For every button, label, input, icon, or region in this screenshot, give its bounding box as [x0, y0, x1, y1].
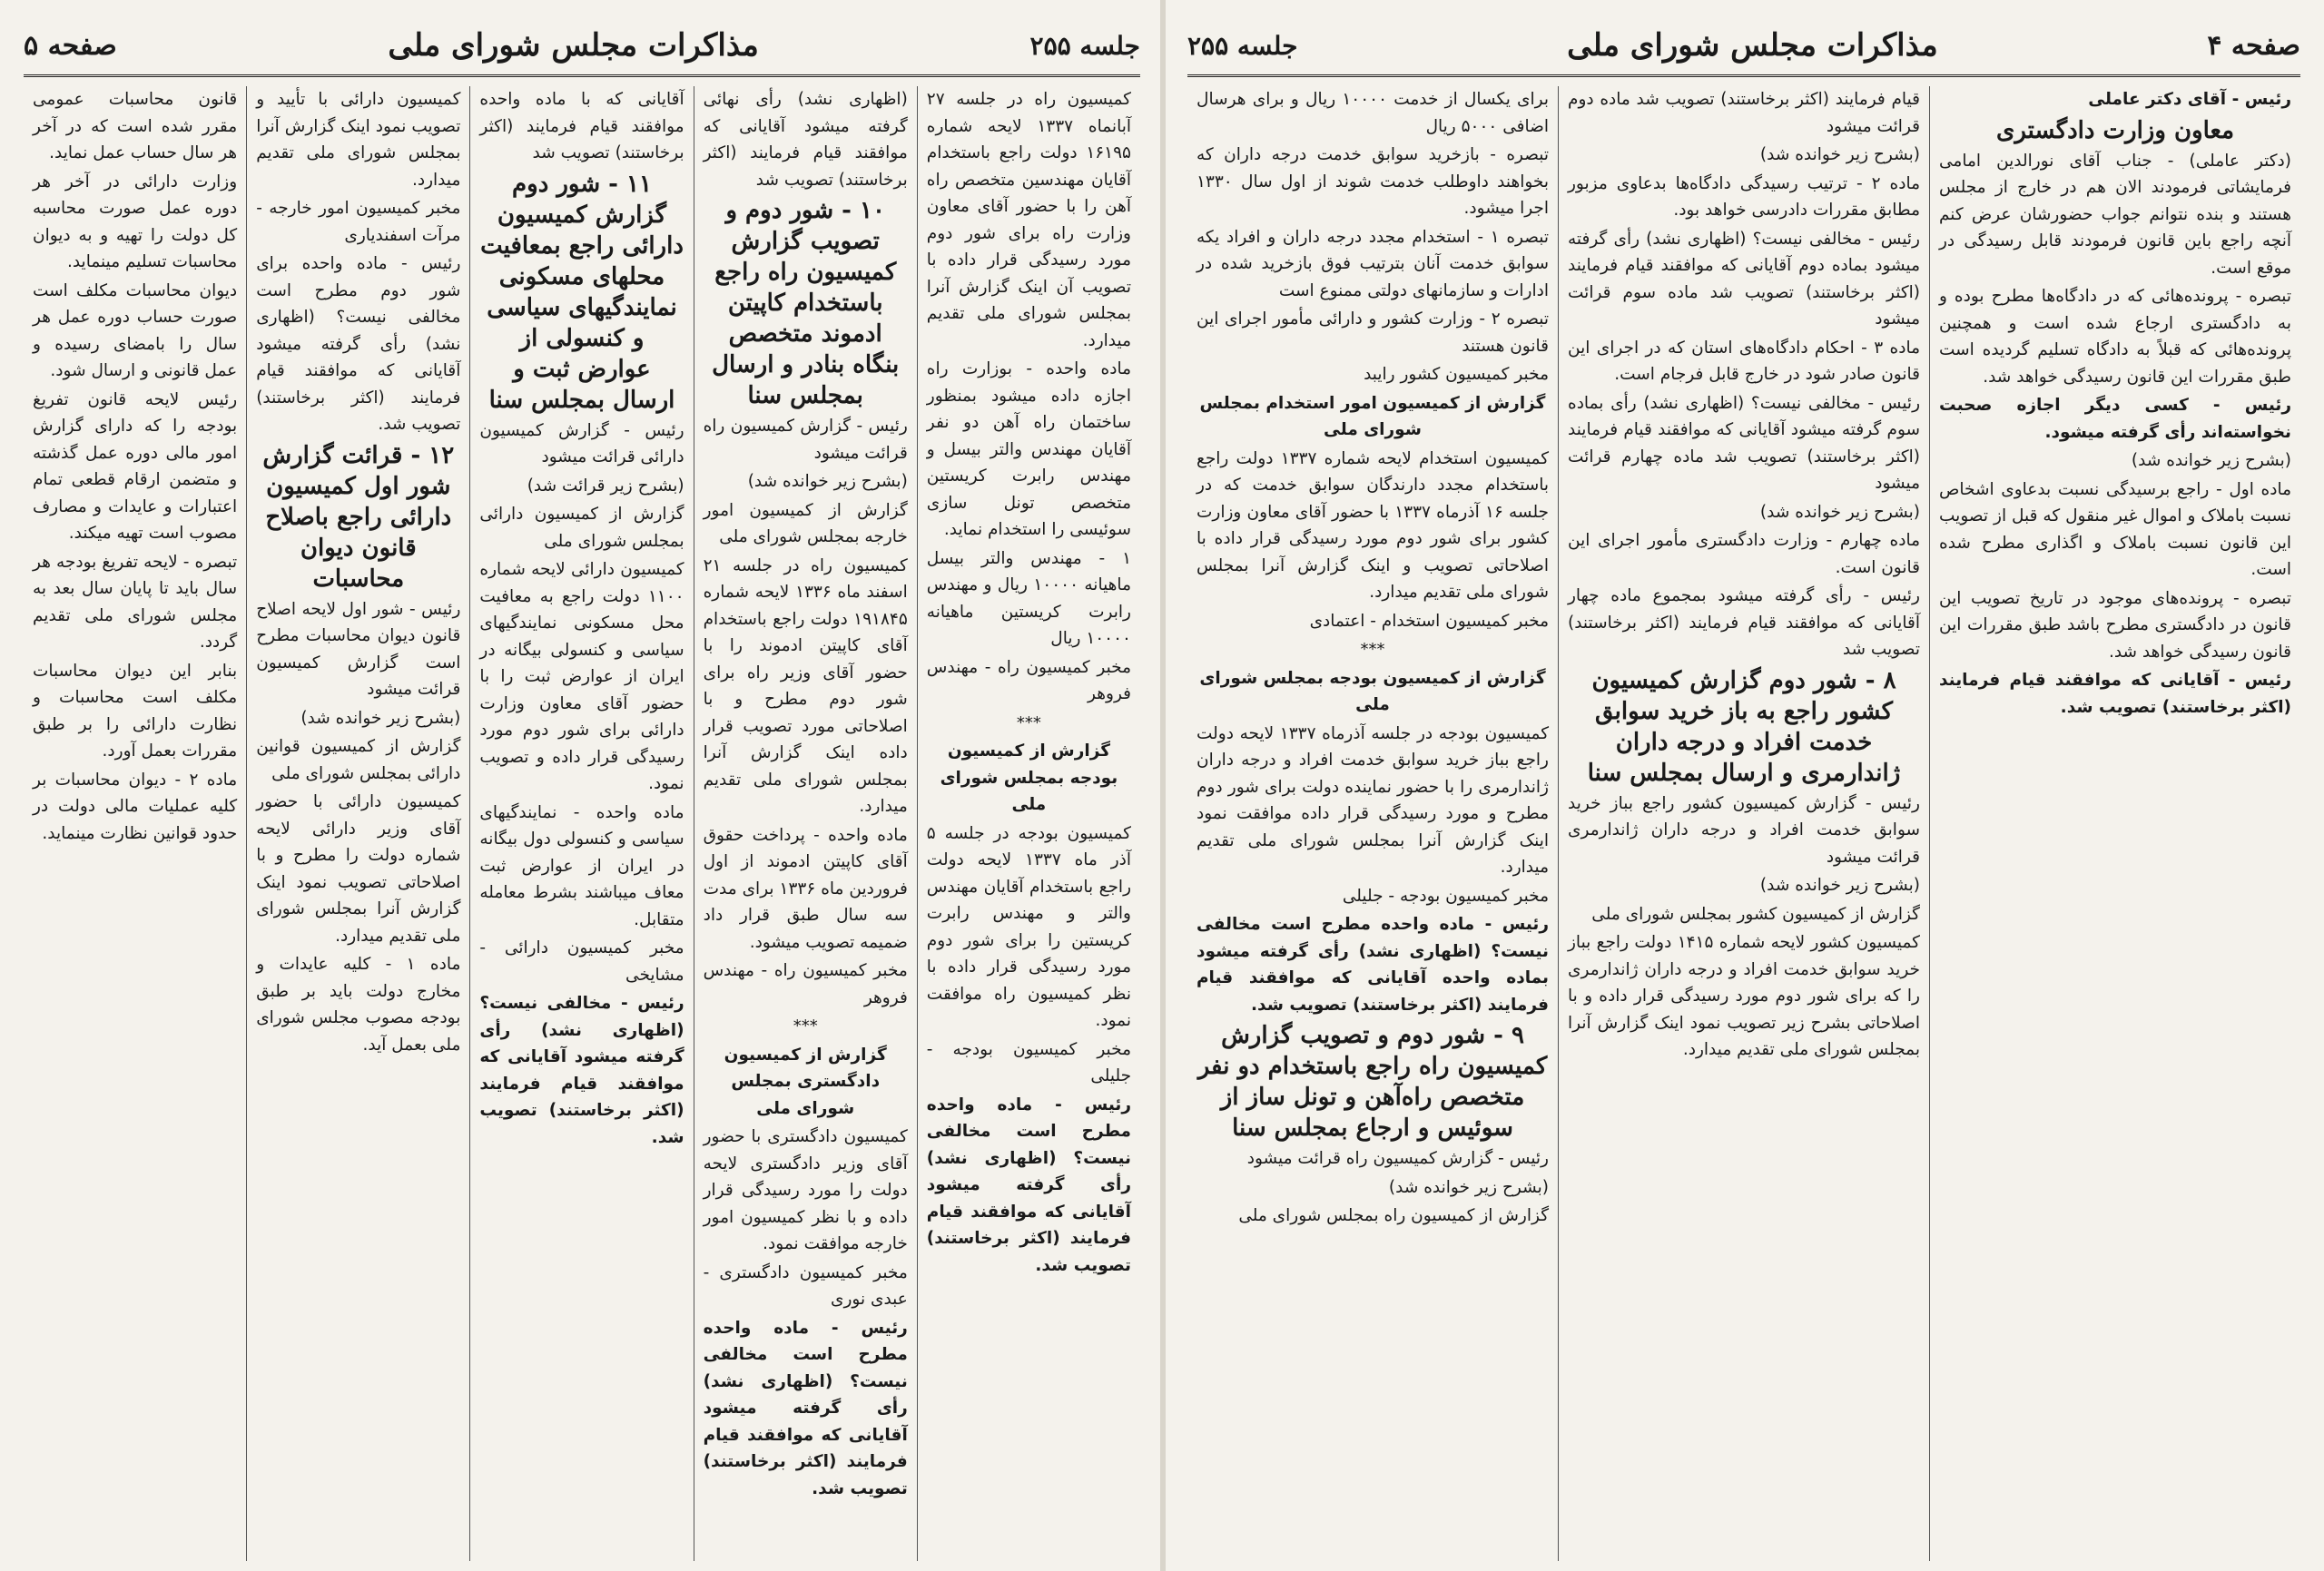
- paragraph: (بشرح زیر خوانده شد): [747, 472, 908, 491]
- paragraph: مخبر کمیسیون راه - مهندس فروهر: [703, 961, 908, 1007]
- paragraph: رئیس - مخالفی نیست؟ (اظهاری نشد) رأی بماده سوم گرفته میشود آقایانی که موافقند قیام فرمایند (اکثر برخاستند) تصویب شد ماده چهارم قرائت میشود: [1568, 393, 1920, 493]
- paragraph: کمیسیون بودجه در جلسه ۵ آذر ماه ۱۳۳۷ لایحه دولت راجع باستخدام آقایان مهندس والتر و مهندس رابرت کریستین را برای شور دوم مورد رسیدگی قرار داده با نظر کمیسیون راه موافقت نمود.: [926, 823, 1131, 1030]
- column: [1558, 86, 1929, 1561]
- column: [469, 86, 693, 1561]
- paragraph: گزارش از کمیسیون دارائی بمجلس شورای ملی: [479, 505, 684, 551]
- page-title: مذاکرات مجلس شورای ملی: [1567, 27, 1938, 64]
- report-title: گزارش از کمیسیون بودجه بمجلس شورای ملی: [940, 741, 1118, 814]
- paragraph: رئیس - رأی گرفته میشود بمجموع ماده چهار آقایانی که موافقند قیام فرمایند (اکثر برخاستند) تصویب شد: [1568, 586, 1920, 659]
- paragraph: مخبر کمیسیون بودجه - جلیلی: [1342, 886, 1549, 906]
- paragraph: ماده واحده - پرداخت حقوق آقای کاپیتن ادموند از اول فروردین ماه ۱۳۳۶ برای مدت سه سال طبق قرار داد ضمیمه تصویب میشود.: [703, 825, 908, 952]
- paragraph: کمیسیون راه در جلسه ۲۷ آبانماه ۱۳۳۷ لایحه شماره ۱۶۱۹۵ دولت راجع باستخدام آقایان مهندسین متخصص راه آهن را با حضور آقای معاون وزارت راه برای شور دوم مورد رسیدگی قرار داده با تصویب آن اینک گزارش آنرا بمجلس شورای ملی تقدیم میدارد.: [926, 90, 1132, 350]
- paragraph: (دکتر عاملی) - جناب آقای نورالدین امامی فرمایشاتی فرمودند الان هم در خارج از مجلس هستند و بنده نتوانم جواب حضورشان عرض کنم آنچه راجع باین قانون فرمودند قابل رسیدگی در موقع است.: [1939, 151, 2291, 278]
- paragraph: مخبر کمیسیون امور خارجه - مرآت اسفندیاری: [256, 199, 461, 245]
- paragraph: کمیسیون راه در جلسه ۲۱ اسفند ماه ۱۳۳۶ لایحه شماره ۱۹۱۸۴۵ دولت راجع باستخدام آقای کاپیتن ادموند را با حضور آقای وزیر راه برای شور دوم مطرح و با اصلاحاتی مورد تصویب قرار داده اینک گزارش آنرا بمجلس شورای ملی تقدیم میدارد.: [703, 555, 908, 816]
- paragraph: رئیس - گزارش کمیسیون راه قرائت میشود: [1246, 1149, 1549, 1168]
- paragraph: (بشرح زیر خوانده شد): [300, 708, 461, 728]
- speaker-paragraph: رئیس - ماده واحده مطرح است مخالفی نیست؟ (اظهاری نشد) رأی گرفته میشود بماده واحده آقایانی که موافقند قیام فرمایند (اکثر برخاستند) تصویب شد.: [1196, 915, 1549, 1015]
- paragraph: تبصره - بازخرید سوابق خدمت درجه داران که بخواهند داوطلب خدمت شوند از اول سال ۱۳۳۰ اجرا میشود.: [1196, 145, 1549, 218]
- paragraph: کمیسیون دادگستری با حضور آقای وزیر دادگستری لایحه دولت را مورد رسیدگی قرار داده و با نظر کمیسیون امور خارجه موافقت نمود.: [703, 1127, 908, 1253]
- right-page: [1164, 0, 2324, 1571]
- paragraph: کمیسیون استخدام لایحه شماره ۱۳۳۷ دولت راجع باستخدام مجدد دارندگان سوابق خدمت که در جلسه ۱۶ آذرماه ۱۳۳۷ با حضور آقای معاون وزارت کشور برای شور دوم مورد رسیدگی قرار داده با اصلاحاتی تصویب و اینک گزارش آنرا بمجلس شورای ملی تقدیم میدارد.: [1196, 448, 1549, 602]
- paragraph: ماده ۳ - احکام دادگاه‌های استان که در اجرای این قانون صادر شود در خارج قابل فرجام است.: [1568, 338, 1920, 384]
- paragraph: گزارش از کمیسیون امور خارجه بمجلس شورای ملی: [703, 500, 908, 546]
- page-number: صفحه ۵: [24, 29, 117, 62]
- column: [1929, 86, 2300, 1561]
- speaker-paragraph: رئیس - کسی دیگر اجازه صحبت نخواسته‌اند رأی گرفته میشود.: [1939, 396, 2291, 442]
- speaker-paragraph: رئیس - ماده واحده مطرح است مخالفی نیست؟ (اظهاری نشد) رأی گرفته میشود آقایانی که موافقند قیام فرمایند (اکثر برخاستند) تصویب شد.: [926, 1095, 1131, 1275]
- right-page-columns: [1187, 86, 2300, 1561]
- paragraph: تبصره - لایحه تفریغ بودجه هر سال باید تا پایان سال بعد به مجلس شورای ملی تقدیم گردد.: [32, 552, 238, 652]
- session-number: جلسه ۲۵۵: [1029, 30, 1140, 61]
- paragraph: گزارش از کمیسیون قوانین دارائی بمجلس شورای ملی: [256, 737, 461, 783]
- paragraph: (اظهاری نشد) رأی نهائی گرفته میشود آقایانی که موافقند قیام فرمایند (اکثر برخاستند) تصویب شد: [703, 90, 908, 190]
- paragraph: کمیسیون دارائی با حضور آقای وزیر دارائی لایحه شماره دولت را مطرح و با اصلاحاتی تصویب نمود اینک گزارش آنرا بمجلس شورای ملی تقدیم میدارد.: [256, 792, 461, 946]
- report-title: گزارش از کمیسیون امور استخدام بمجلس شورای ملی: [1199, 393, 1546, 439]
- paragraph: ماده ۱ - کلیه عایدات و مخارج دولت باید بر طبق بودجه مصوب مجلس شورای ملی بعمل آید.: [256, 955, 461, 1055]
- paragraph: رئیس - گزارش کمیسیون کشور راجع بباز خرید سوابق خدمت افراد و درجه داران ژاندارمری قرائت میشود: [1568, 793, 1920, 867]
- separator-stars: ***: [793, 1016, 818, 1036]
- paragraph: رئیس - گزارش کمیسیون راه قرائت میشود: [703, 417, 908, 463]
- section-heading: ۸ - شور دوم گزارش کمیسیون کشور راجع به باز خرید سوابق خدمت افراد و درجه داران ژاندارمری و ارسال بمجلس سنا: [1587, 666, 1901, 787]
- column: [24, 86, 246, 1561]
- paragraph: (بشرح زیر خوانده شد): [1759, 502, 1920, 522]
- paragraph: مخبر کمیسیون دارائی - مشایخی: [479, 938, 684, 985]
- column: [246, 86, 469, 1561]
- report-title: گزارش از کمیسیون دادگستری بمجلس شورای ملی: [724, 1045, 887, 1118]
- section-heading: ۱۲ - قرائت گزارش شور اول کمیسیون دارائی راجع باصلاح قانون دیوان محاسبات: [262, 441, 455, 593]
- paragraph: مخبر کمیسیون راه - مهندس فروهر: [926, 657, 1131, 703]
- page-title: مذاکرات مجلس شورای ملی: [388, 27, 759, 64]
- session-number: جلسه ۲۵۵: [1187, 30, 1298, 61]
- paragraph: مخبر کمیسیون کشور رایبد: [1364, 365, 1549, 384]
- paragraph: ماده اول - راجع برسیدگی نسبت بدعاوی اشخاص نسبت باملاک و اموال غیر منقول که قبل از تصویب این قانون نسبت باملاک و اگذاری مطرح شده است.: [1939, 479, 2291, 579]
- paragraph: تبصره - پرونده‌هائی که در دادگاه‌ها مطرح بوده و به دادگستری ارجاع شده است و همچنین پرونده‌هائی که قبلاً به دادگاه تسلیم گردیده است طبق مقررات این قانون رسیدگی خواهد شد.: [1939, 287, 2291, 387]
- paragraph: گزارش از کمیسیون راه بمجلس شورای ملی: [1238, 1206, 1549, 1225]
- paragraph: رئیس لایحه قانون تفریغ بودجه را که دارای گزارش امور مالی دوره عمل گذشته و متضمن ارقام قطعی تمام اعتبارات و عایدات و مصارف مصوب است تهیه میکند.: [32, 389, 238, 543]
- paragraph: ماده ۲ - دیوان محاسبات بر کلیه عملیات مالی دولت در حدود قوانین نظارت مینماید.: [32, 770, 238, 843]
- paragraph: برای یکسال از خدمت ۱۰۰۰۰ ریال و برای هرسال اضافی ۵۰۰۰ ریال: [1196, 90, 1549, 136]
- paragraph: رئیس - مخالفی نیست؟ (اظهاری نشد) رأی گرفته میشود بماده دوم آقایانی که موافقند قیام فرمایند (اکثر برخاستند) تصویب شد ماده سوم قرائت میشود: [1568, 229, 1920, 329]
- paragraph: گزارش از کمیسیون کشور بمجلس شورای ملی: [1591, 904, 1920, 924]
- paragraph: (بشرح زیر خوانده شد): [2131, 451, 2291, 470]
- paragraph: ماده چهارم - وزارت دادگستری مأمور اجرای این قانون است.: [1568, 531, 1920, 577]
- paragraph: ۱ - مهندس والتر بیسل ماهیانه ۱۰۰۰۰ ریال و مهندس رابرت کریستین ماهیانه ۱۰۰۰۰ ریال: [926, 548, 1131, 648]
- paragraph: آقایانی که با ماده واحده موافقند قیام فرمایند (اکثر برخاستند) تصویب شد: [479, 90, 684, 162]
- speaker-paragraph: رئیس - آقای دکتر عاملی: [2088, 90, 2291, 109]
- paragraph: بنابر این دیوان محاسبات مکلف است محاسبات و نظارت دارائی را بر طبق مقررات بعمل آورد.: [32, 661, 238, 761]
- separator-stars: ***: [1360, 640, 1385, 659]
- section-heading: ۱۰ - شور دوم و تصویب گزارش کمیسیون راه راجع باستخدام کاپیتن ادموند متخصص بنگاه بنادر و ارسال بمجلس سنا: [712, 197, 900, 409]
- paragraph: تبصره - پرونده‌های موجود در تاریخ تصویب این قانون در دادگستری مطرح باشد طبق مقررات این قانون رسیدگی خواهد شد.: [1939, 588, 2291, 662]
- paragraph: کمیسیون دارائی با تأیید و تصویب نمود اینک گزارش آنرا بمجلس شورای ملی تقدیم میدارد.: [256, 90, 461, 190]
- paragraph: قیام فرمایند (اکثر برخاستند) تصویب شد ماده دوم قرائت میشود: [1568, 90, 1920, 136]
- paragraph: (بشرح زیر خوانده شد): [1759, 145, 1920, 164]
- speaker-paragraph: رئیس - ماده واحده مطرح است مخالفی نیست؟ (اظهاری نشد) رأی گرفته میشود آقایانی که موافقند قیام فرمایند (اکثر برخاستند) تصویب شد.: [703, 1318, 908, 1498]
- separator-stars: ***: [1016, 712, 1041, 732]
- paragraph: (بشرح زیر خوانده شد): [1759, 876, 1920, 895]
- paragraph: تبصره ۱ - استخدام مجدد درجه داران و افراد یکه سوابق خدمت آنان بترتیب فوق بازخرید شده در ادارات و سازمانهای دولتی ممنوع است: [1196, 227, 1550, 300]
- paragraph: مخبر کمیسیون استخدام - اعتمادی: [1309, 611, 1549, 631]
- left-page-columns: [24, 86, 1140, 1561]
- section-heading: ۱۱ - شور دوم گزارش کمیسیون دارائی راجع بمعافیت محلهای مسکونی نمایندگیهای سیاسی و کنسولی از عوارض ثبت و ارسال بمجلس سنا: [480, 170, 684, 414]
- section-heading: معاون وزارت دادگستری: [1995, 116, 2234, 144]
- column: [1187, 86, 1558, 1561]
- column: [694, 86, 917, 1561]
- report-title: گزارش از کمیسیون بودجه بمجلس شورای ملی: [1199, 668, 1546, 714]
- left-page-header: [24, 16, 1140, 77]
- section-heading: ۹ - شور دوم و تصویب گزارش کمیسیون راه راجع باستخدام دو نفر متخصص راه‌آهن و تونل ساز از سوئیس و ارجاع بمجلس سنا: [1197, 1022, 1548, 1142]
- page-number: صفحه ۴: [2207, 29, 2300, 62]
- paragraph: کمیسیون دارائی لایحه شماره ۱۱۰۰ دولت راجع به معافیت محل مسکونی نمایندگیهای سیاسی و کنسولی بیگانه در ایران از عوارض ثبت را با حضور آقای معاون وزارت دارائی برای شور دوم مورد رسیدگی قرار داده و تصویب نمود.: [479, 560, 684, 793]
- column: [917, 86, 1140, 1561]
- speaker-paragraph: رئیس - مخالفی نیست؟ (اظهاری نشد) رأی گرفته میشود آقایانی که موافقند قیام فرمایند (اکثر برخاستند) تصویب شد.: [479, 994, 684, 1147]
- paragraph: (بشرح زیر خوانده شد): [1388, 1177, 1549, 1197]
- paragraph: (بشرح زیر قرائت شد): [527, 476, 684, 496]
- paragraph: ماده ۲ - ترتیب رسیدگی دادگاه‌ها بدعاوی مزبور مطابق مقررات دادرسی خواهد بود.: [1568, 173, 1921, 220]
- paragraph: ماده واحده - نمایندگیهای سیاسی و کنسولی دول بیگانه در ایران از عوارض ثبت معاف میباشند بشرط معامله متقابل.: [479, 802, 684, 929]
- paragraph: قانون محاسبات عمومی مقرر شده است که در آخر هر سال حساب عمل نماید.: [32, 90, 238, 162]
- speaker-paragraph: رئیس - آقایانی که موافقند قیام فرمایند (اکثر برخاستند) تصویب شد.: [1939, 671, 2291, 717]
- paragraph: رئیس - گزارش کمیسیون دارائی قرائت میشود: [479, 420, 684, 466]
- paragraph: تبصره ۲ - وزارت کشور و دارائی مأمور اجرای این قانون هستند: [1196, 309, 1549, 356]
- paragraph: ماده واحده - بوزارت راه اجازه داده میشود بمنظور ساختمان راه آهن دو نفر آقایان مهندس والتر بیسل و مهندس رابرت کریستین متخصص تونل سازی سوئیسی را استخدام نماید.: [926, 359, 1131, 539]
- right-page-header: [1187, 16, 2300, 77]
- paragraph: کمیسیون کشور لایحه شماره ۱۴۱۵ دولت راجع بباز خرید سوابق خدمت افراد و درجه داران ژاندارمری را که برای شور دوم مورد رسیدگی قرار داده و با اصلاحاتی بشرح زیر تصویب نمود اینک گزارش آنرا بمجلس شورای ملی تقدیم میدارد.: [1568, 933, 1920, 1059]
- paragraph: مخبر کمیسیون بودجه - جلیلی: [926, 1039, 1131, 1085]
- paragraph: وزارت دارائی در آخر هر دوره عمل صورت محاسبه کل دولت را تهیه و به دیوان محاسبات تسلیم مینماید.: [32, 172, 238, 271]
- paragraph: کمیسیون بودجه در جلسه آذرماه ۱۳۳۷ لایحه دولت راجع بباز خرید سوابق خدمت افراد و درجه داران ژاندارمری را با حضور نماینده دولت برای شور دوم مطرح و مورد رسیدگی قرار داده موافقت نمود اینک گزارش آنرا بمجلس شورای ملی تقدیم میدارد.: [1196, 723, 1549, 877]
- paragraph: رئیس - شور اول لایحه اصلاح قانون دیوان محاسبات مطرح است گزارش کمیسیون قرائت میشود: [256, 599, 461, 699]
- paragraph: رئیس - ماده واحده برای شور دوم مطرح است مخالفی نیست؟ (اظهاری نشد) رأی گرفته میشود آقایانی که موافقند قیام فرمایند (اکثر برخاستند) تصویب شد.: [256, 254, 461, 434]
- paragraph: دیوان محاسبات مکلف است صورت حساب دوره عمل هر سال را بامضای رسیده و عمل قانونی و ارسال شود.: [32, 280, 238, 380]
- paragraph: مخبر کمیسیون دادگستری - عبدی نوری: [703, 1262, 908, 1309]
